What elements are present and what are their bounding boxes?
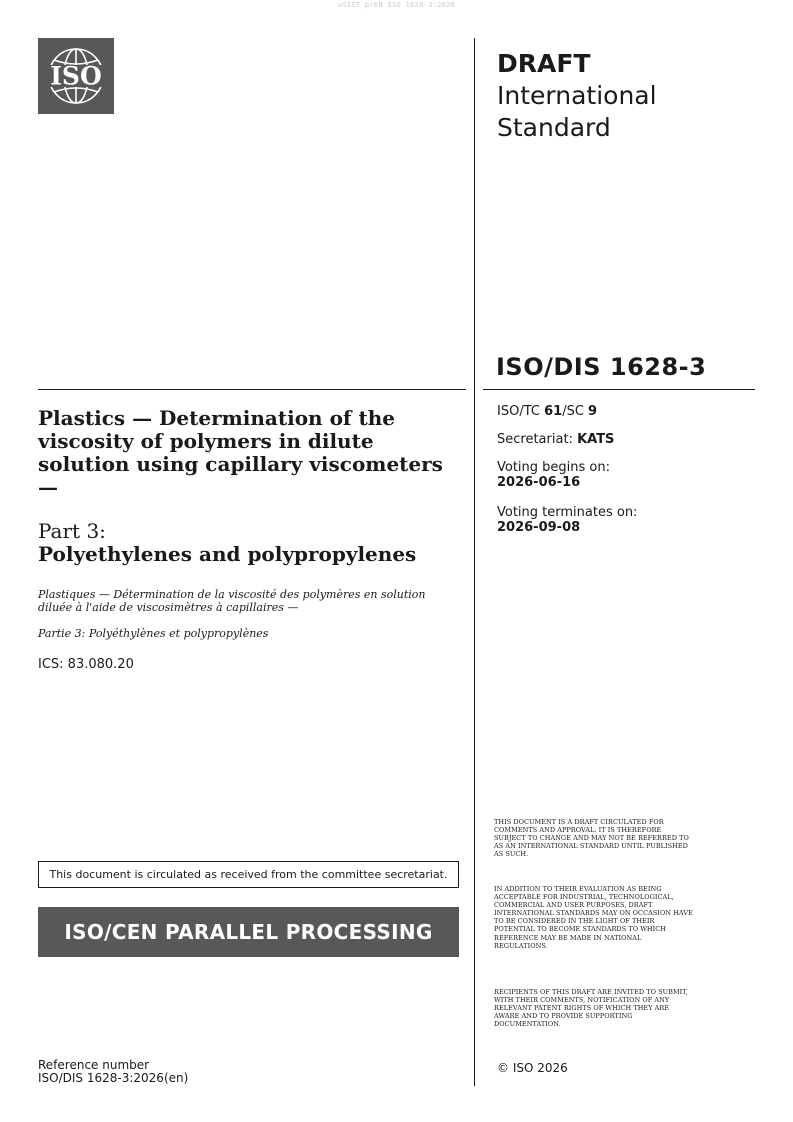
iso-logo-text: ISO: [50, 61, 102, 91]
sc-prefix: /SC: [562, 404, 589, 419]
parallel-processing-banner: ISO/CEN PARALLEL PROCESSING: [38, 907, 459, 957]
part-label: Part 3:: [38, 519, 106, 543]
draft-line-international: International: [497, 81, 657, 110]
reference-number: [38, 1059, 188, 1085]
secretariat-value: KATS: [577, 432, 615, 447]
draft-line-standard: Standard: [497, 113, 611, 142]
disclaimer-paragraph-1: THIS DOCUMENT IS A DRAFT CIRCULATED FOR COMMENTS AND APPROVAL. IT IS THEREFORE SUBJECT TO CHANGE AND MAY NOT BE REFERRED TO AS AN INTERNATIONAL STANDARD UNTIL PUBLISHED AS SUCH.: [494, 818, 689, 859]
iso-globe-icon: [38, 38, 114, 114]
tc-number: 61: [544, 404, 563, 419]
disclaimer-paragraph-3: RECIPIENTS OF THIS DRAFT ARE INVITED TO SUBMIT, WITH THEIR COMMENTS, NOTIFICATION OF ANY RELEVANT PATENT RIGHTS OF WHICH THEY ARE AWARE AND TO PROVIDE SUPPORTING DOCUMENTATION.: [494, 988, 688, 1029]
reference-value: ISO/DIS 1628-3:2026(en): [38, 1071, 189, 1085]
voting-begins-label: Voting begins on:: [497, 460, 611, 475]
secretariat-info: [497, 432, 614, 447]
voting-terminates-date: 2026-09-08: [497, 520, 581, 535]
voting-begins: [497, 460, 610, 490]
title-rule-left: [38, 389, 466, 390]
title-rule-right: [483, 389, 755, 390]
voting-terminates-label: Voting terminates on:: [497, 505, 638, 520]
tc-prefix: ISO/TC: [497, 404, 545, 419]
circulation-notice: This document is circulated as received from the committee secretariat.: [38, 861, 459, 888]
reference-label: Reference number: [38, 1058, 150, 1072]
voting-begins-date: 2026-06-16: [497, 475, 581, 490]
secretariat-label: Secretariat:: [497, 432, 578, 447]
committee-info: [497, 404, 597, 419]
french-part-title: Partie 3: Polyéthylènes et polypropylènes: [38, 627, 269, 640]
document-title: Plastics — Determination of the viscosity of polymers in dilute solution using capillary viscometers —: [38, 406, 443, 499]
french-title: Plastiques — Détermination de la viscosité des polymères en solution diluée à l'aide de viscosimètres à capillaires —: [38, 588, 426, 614]
voting-terminates: [497, 505, 637, 535]
iso-logo: [38, 38, 114, 114]
draft-label: DRAFT: [497, 49, 591, 78]
document-status: [497, 48, 657, 144]
watermark-stamp: oSIST prEN ISO 1628-3:2026: [337, 1, 456, 9]
column-divider: [474, 38, 475, 1086]
ics-code: ICS: 83.080.20: [38, 657, 134, 672]
sc-number: 9: [588, 404, 598, 419]
copyright-notice: © ISO 2026: [497, 1061, 568, 1075]
document-number: ISO/DIS 1628-3: [496, 353, 707, 381]
disclaimer-paragraph-2: IN ADDITION TO THEIR EVALUATION AS BEING ACCEPTABLE FOR INDUSTRIAL, TECHNOLOGICAL, COMMERCIAL AND USER PURPOSES, DRAFT INTERNATIONAL STANDARDS MAY ON OCCASION HAVE TO BE CONSIDERED IN THE LIGHT OF THEIR POTENTIAL TO BECOME STANDARDS TO WHICH REFERENCE MAY BE MADE IN NATIONAL REGULATIONS.: [494, 885, 693, 950]
part-title: Polyethylenes and polypropylenes: [38, 542, 417, 566]
